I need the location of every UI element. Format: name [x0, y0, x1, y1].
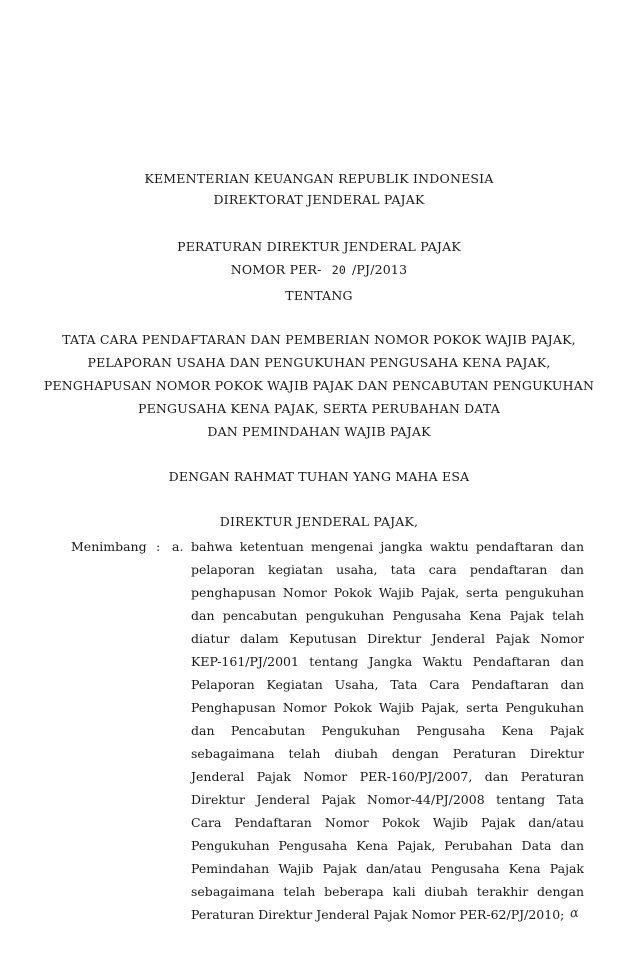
considering-colon: :	[156, 539, 161, 554]
regulation-about: TENTANG	[285, 288, 353, 303]
title-line: PENGHAPUSAN NOMOR POKOK WAJIB PAJAK DAN PENCABUTAN PENGUKUHAN	[43, 378, 595, 393]
body-line: Jenderal Pajak Nomor PER-160/PJ/2007, dan Peraturan	[191, 769, 584, 784]
title-line: PELAPORAN USAHA DAN PENGUKUHAN PENGUSAHA KENA PAJAK,	[87, 355, 551, 370]
body-line: dan pencabutan pengukuhan Pengusaha Kena Pajak telah	[191, 608, 584, 623]
body-line: Pengukuhan Pengusaha Kena Pajak, Perubahan Data dan	[191, 838, 584, 853]
body-line: bahwa ketentuan mengenai jangka waktu pendaftaran dan	[191, 539, 584, 554]
body-line: pelaporan kegiatan usaha, tata cara pendaftaran dan	[191, 562, 584, 577]
item-marker: a.	[172, 539, 184, 554]
title-line: DAN PEMINDAHAN WAJIB PAJAK	[207, 424, 431, 439]
body-line: Pemindahan Wajib Pajak dan/atau Pengusaha Kena Pajak	[191, 861, 584, 876]
regulation-type: PERATURAN DIREKTUR JENDERAL PAJAK	[177, 239, 461, 254]
title-line: TATA CARA PENDAFTARAN DAN PEMBERIAN NOMOR POKOK WAJIB PAJAK,	[62, 332, 576, 347]
body-line: sebagaimana telah diubah dengan Peraturan Direktur	[191, 746, 584, 761]
ministry-heading: KEMENTERIAN KEUANGAN REPUBLIK INDONESIA	[144, 171, 494, 186]
title-line: PENGUSAHA KENA PAJAK, SERTA PERUBAHAN DATA	[137, 401, 500, 416]
directorate-heading: DIREKTORAT JENDERAL PAJAK	[213, 192, 425, 207]
body-line: sebagaimana telah beberapa kali diubah terakhir dengan	[191, 884, 584, 899]
body-line: dan Pencabutan Pengukuhan Pengusaha Kena Pajak	[191, 723, 584, 738]
blessing-line: DENGAN RAHMAT TUHAN YANG MAHA ESA	[168, 469, 470, 484]
considering-label: Menimbang	[71, 539, 147, 554]
regulation-number-value: 20	[331, 263, 346, 277]
regulation-number-suffix: /PJ/2013	[351, 262, 408, 277]
body-line: Pelaporan Kegiatan Usaha, Tata Cara Pendaftaran dan	[191, 677, 584, 692]
body-line: penghapusan Nomor Pokok Wajib Pajak, serta pengukuhan	[191, 585, 584, 600]
body-line: Cara Pendaftaran Nomor Pokok Wajib Pajak dan/atau	[191, 815, 584, 830]
body-line: Penghapusan Nomor Pokok Wajib Pajak, serta Pengukuhan	[191, 700, 584, 715]
regulation-number-prefix: NOMOR PER-	[230, 262, 322, 277]
regulation-number	[0, 262, 638, 277]
body-line: Peraturan Direktur Jenderal Pajak Nomor PER-62/PJ/2010;	[191, 907, 565, 922]
body-line: KEP-161/PJ/2001 tentang Jangka Waktu Pendaftaran dan	[191, 654, 584, 669]
body-line: Direktur Jenderal Pajak Nomor-44/PJ/2008 tentang Tata	[191, 792, 584, 807]
paraf-initial: ɑ	[568, 905, 580, 922]
official-title: DIREKTUR JENDERAL PAJAK,	[219, 514, 419, 529]
body-line: diatur dalam Keputusan Direktur Jenderal Pajak Nomor	[191, 631, 584, 646]
